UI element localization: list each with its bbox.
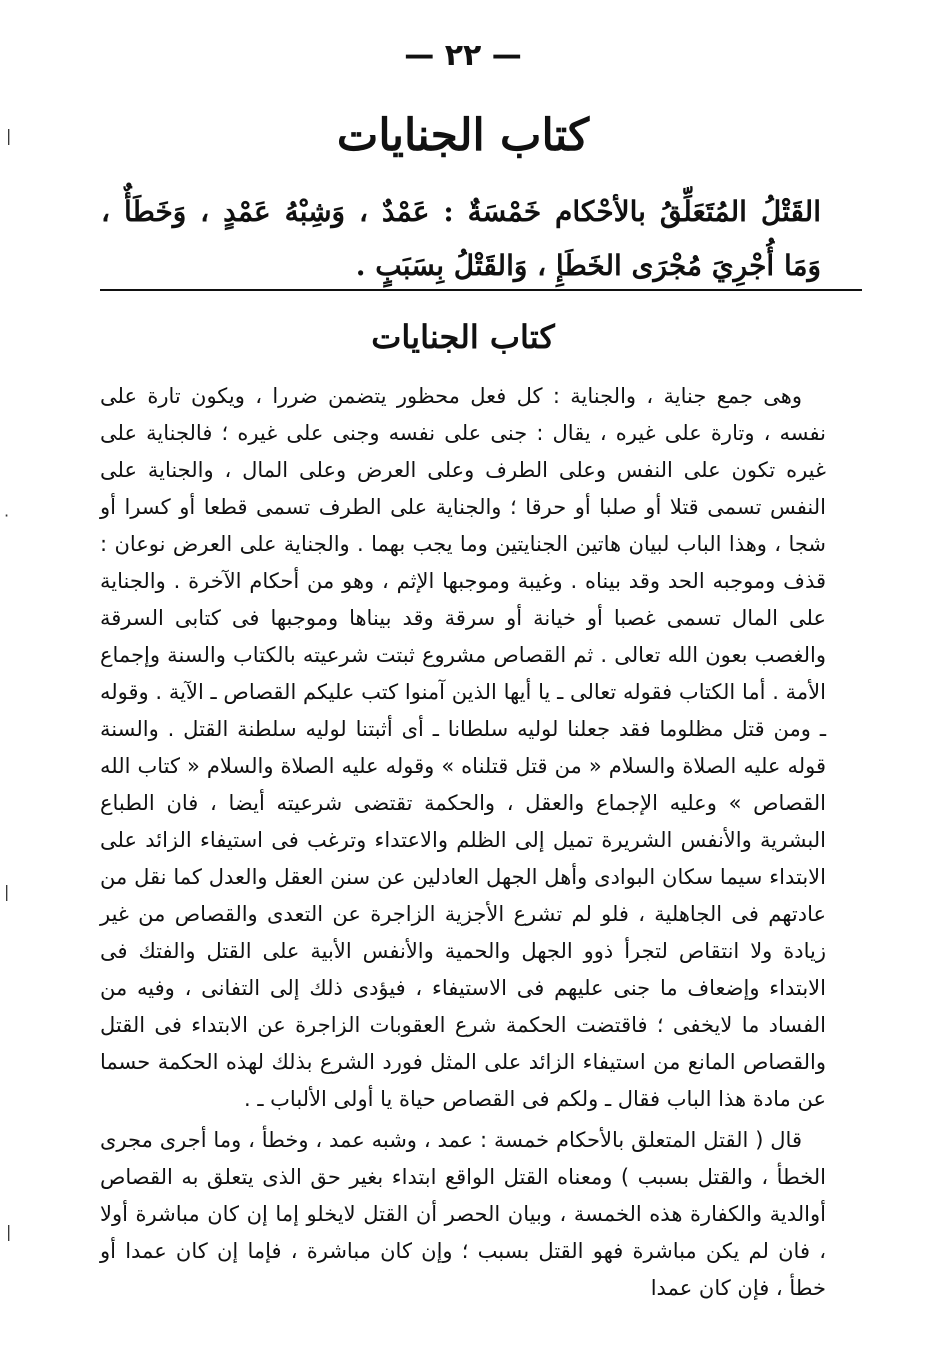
margin-mark: | [4,882,10,901]
divider-line [100,289,862,291]
page-number: — ٢٢ — [404,38,522,73]
margin-mark: | [6,1222,12,1241]
margin-mark: · [4,506,10,525]
commentary-paragraph-1: وهى جمع جناية ، والجناية : كل فعل محظور يتضمن ضررا ، ويكون تارة على نفسه ، وتارة على غيره ، يقال : جنى على نفسه وجنى على غيره ؛ فالجناية على غيره تكون على النفس وعلى الطرف وعلى العرض وعلى المال ، والجناية على النفس تسمى قتلا أو صلبا أو حرقا ؛ والجناية على الطرف تسمى قطعا أو كسرا أو شجا ، وهذا الباب لبيان هاتين الجنايتين وما يجب بهما . والجناية على العرض نوعان : قذف وموجبه الحد وقد بيناه . وغيبة وموجبها الإثم ، وهو من أحكام الآخرة . والجناية على المال تسمى غصبا أو خيانة أو سرقة وقد بيناها وموجبها فى كتابى السرقة والغصب بعون الله تعالى . ثم القصاص مشروع ثبتت شرعيته بالكتاب والسنة وإجماع الأمة . أما الكتاب فقوله تعالى ـ يا أيها الذين آمنوا كتب عليكم القصاص ـ الآية . وقوله ـ ومن قتل مظلوما فقد جعلنا لوليه سلطانا ـ أى أثبتنا لوليه سلطنة القتل . والسنة قوله عليه الصلاة والسلام « من قتل قتلناه » وقوله عليه الصلاة والسلام « كتاب الله القصاص » وعليه الإجماع والعقل ، والحكمة تقتضى شرعيته أيضا ، فان الطباع البشرية والأنفس الشريرة تميل إلى الظلم والاعتداء وترغب فى استيفاء الزائد على الابتداء سيما سكان البوادى وأهل الجهل العادلين عن سنن العقل والعدل كما نقل من عادتهم فى الجاهلية ، فلو لم تشرع الأجزية الزاجرة عن التعدى والقصاص من غير زيادة ولا انتقاص لتجرأ ذوو الجهل والحمية والأنفس الأبية على القتل والفتك فى الابتداء وإضعاف ما جنى عليهم فى الاستيفاء ، فيؤدى ذلك إلى التفانى ، وفيه من الفساد ما لايخفى ؛ فاقتضت الحكمة شرع العقوبات الزاجرة عن الابتداء فى القتل والقصاص المانع من استيفاء الزائد على المثل فورد الشرع بذلك لهذه الحكمة حسما عن مادة هذا الباب فقال ـ ولكم فى القصاص حياة يا أولى الألباب ـ . [100,384,826,1111]
book-title-heading: كتاب الجنايات [336,110,590,161]
section-title: كتاب الجنايات [371,318,555,356]
commentary-body [100,378,826,1307]
margin-mark: | [6,126,12,145]
matn-text: القَتْلُ المُتَعَلِّقُ بالأحْكام خَمْسَةٌ : عَمْدٌ ، وَشِبْهُ عَمْدٍ ، وَخَطَأٌ ، وَمَا أُجْرِيَ مُجْرَى الخَطَإِ ، وَالقَتْلُ بِسَبَبٍ . [101,195,821,282]
commentary-paragraph-2: قال ( القتل المتعلق بالأحكام خمسة : عمد ، وشبه عمد ، وخطأ ، وما أجرى مجرى الخطأ ، والقتل بسبب ) ومعناه القتل الواقع ابتداء بغير حق الذى يتعلق به القصاص أوالدية والكفارة هذه الخمسة ، وبيان الحصر أن القتل لايخلو إما إن كان مباشرة أولا ، فان لم يكن مباشرة فهو القتل بسبب ؛ وإن كان مباشرة ، فإما إن كان عمدا أو خطأ ، فإن كان عمدا [100,1128,826,1300]
